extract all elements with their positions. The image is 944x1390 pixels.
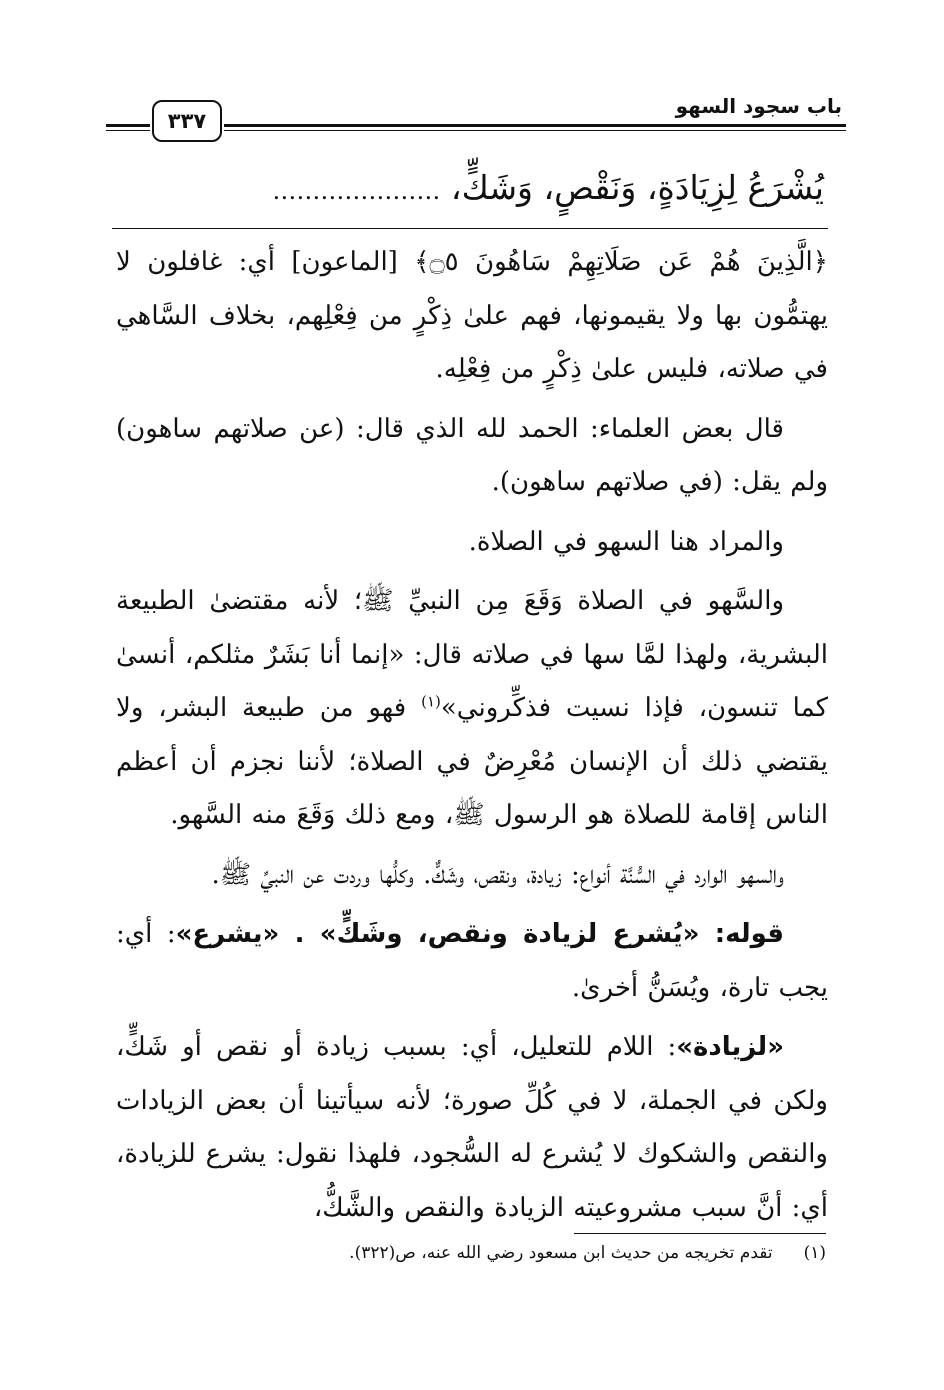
footnote xyxy=(114,1240,826,1266)
footnote-marker: (١) xyxy=(421,692,441,711)
header-rule xyxy=(224,130,846,131)
matn-divider xyxy=(112,228,828,229)
paragraph-text: فهو من طبيعة البشر، ولا يقتضي ذلك أن الإنسان مُعْرِضٌ في الصلاة؛ لأننا نجزم أن أعظم الناس إقامة للصلاة هو الرسول ﷺ، ومع ذلك وَقَعَ منه السَّهو. xyxy=(116,693,828,830)
page-number: ٣٣٧ xyxy=(152,100,222,142)
running-header xyxy=(106,88,846,150)
paragraph-text: والسَّهو في الصلاة وَقَعَ مِن النبيِّ ﷺ؛ لأنه مقتضىٰ الطبيعة البشرية، ولهذا لمَّا سها في صلاته قال: «إنما أنا بَشَرٌ مثلكم، أنسىٰ كما تنسون، فإذا نسيت فذكِّروني» xyxy=(116,586,829,723)
paragraph xyxy=(116,575,828,843)
paragraph: والسهو الوارد في السُّنَّة أنواع: زيادة، ونقص، وشَكٌّ. وكلُّها وردت عن النبيِّ ﷺ. xyxy=(211,859,784,890)
matn-dots: ………………… xyxy=(272,177,441,205)
quoted-matn: «لزيادة» xyxy=(676,1032,784,1062)
footnote-divider xyxy=(574,1233,826,1234)
paragraph-text: : أي: يجب تارة، ويُسَنُّ أخرىٰ. xyxy=(116,919,828,1003)
footnote-text: تقدم تخريجه من حديث ابن مسعود رضي الله عنه، ص(٣٢٢). xyxy=(349,1243,773,1263)
chapter-title: باب سجود السهو xyxy=(675,94,842,118)
quoted-matn: قوله: «يُشرع لزيادة ونقص، وشَكٍّ» . «يشرع» xyxy=(175,919,784,949)
footnote-number: (١) xyxy=(803,1243,826,1263)
paragraph-text: : اللام للتعليل، أي: بسبب زيادة أو نقص أو شَكٍّ، ولكن في الجملة، لا في كُلِّ صورة؛ لأنه سيأتينا أن بعض الزيادات والنقص والشكوك لا يُشرع له السُّجود، فلهذا نقول: يشرع للزيادة، أي: أنَّ سبب مشروعيته الزيادة والنقص والشَّكُّ، xyxy=(116,1032,828,1223)
commentary-body xyxy=(116,236,828,1241)
matn-text: يُشْرَعُ لِزِيَادَةٍ، وَنَقْصٍ، وَشَكٍّ، xyxy=(450,168,824,207)
paragraph: قال بعض العلماء: الحمد لله الذي قال: (عن صلاتهم ساهون) ولم يقل: (في صلاتهم ساهون). xyxy=(116,413,828,497)
header-rule xyxy=(106,124,150,127)
paragraph xyxy=(116,908,828,1015)
header-rule xyxy=(224,124,846,127)
matn-line xyxy=(114,160,824,219)
header-rule xyxy=(106,130,150,131)
paragraph: ﴿الَّذِينَ هُمْ عَن صَلَاتِهِمْ سَاهُونَ ۝٥﴾ [الماعون] أي: غافلون لا يهتمُّون بها ولا يقيمونها، فهم علىٰ ذِكْرٍ من فِعْلِهم، بخلاف السَّاهي في صلاته، فليس علىٰ ذِكْرٍ من فِعْلِه. xyxy=(116,247,828,384)
paragraph: والمراد هنا السهو في الصلاة. xyxy=(468,526,784,557)
paragraph xyxy=(116,1021,828,1235)
